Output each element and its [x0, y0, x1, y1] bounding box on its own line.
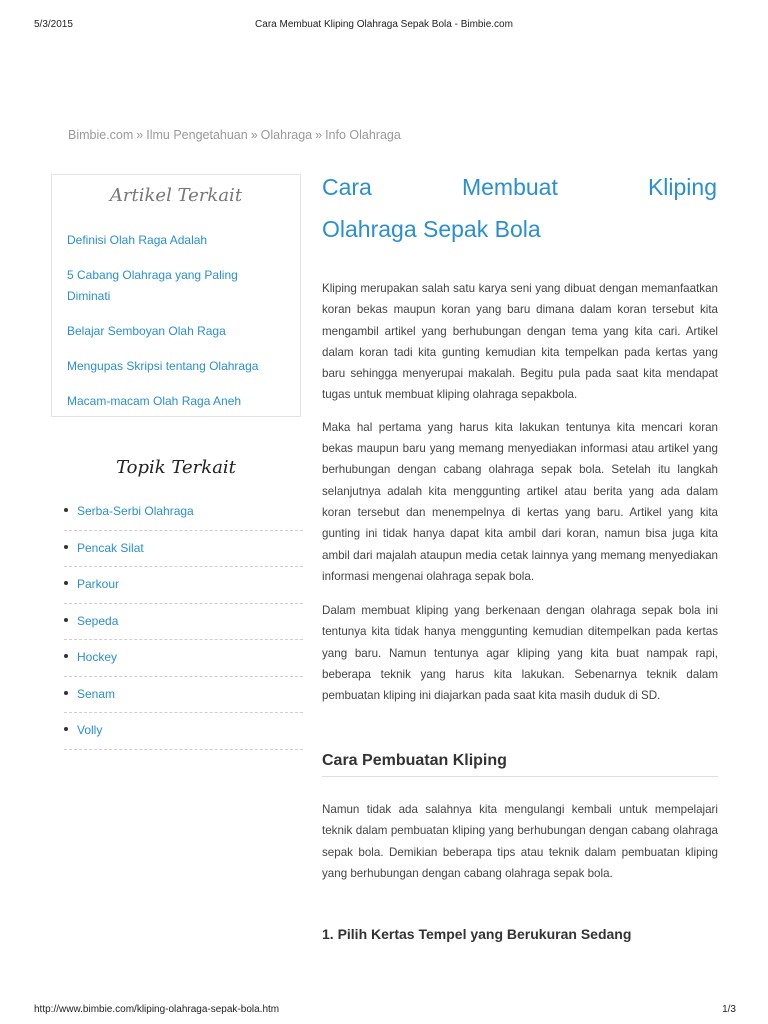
topic-link[interactable]: Parkour [77, 577, 120, 591]
topic-link[interactable]: Senam [77, 686, 116, 701]
topic-item [64, 640, 303, 677]
bullet-icon [64, 545, 68, 549]
related-article-item [67, 391, 282, 412]
related-topics-list [64, 494, 303, 750]
section-body [322, 799, 718, 884]
related-article-item [67, 230, 282, 251]
print-url: http://www.bimbie.com/kliping-olahraga-sepak-bola.htm [34, 1004, 280, 1015]
print-page-title: Cara Membuat Kliping Olahraga Sepak Bola - Bimbie.com [255, 19, 513, 30]
related-article-item [67, 356, 282, 377]
topic-link[interactable]: Volly [77, 723, 103, 737]
related-article-link[interactable]: Macam-macam Olah Raga Aneh [67, 394, 242, 408]
related-article-item [67, 321, 282, 342]
breadcrumb-home-link[interactable]: Bimbie.com [68, 128, 134, 142]
breadcrumb-separator: » [250, 128, 258, 142]
print-date: 5/3/2015 [34, 19, 73, 30]
breadcrumb [68, 128, 401, 142]
bullet-icon [64, 581, 68, 585]
article-title-line1 [322, 166, 717, 208]
topic-item [64, 494, 303, 531]
article-paragraph: Kliping merupakan salah satu karya seni yang dibuat dengan memanfaatkan koran bekas maupun koran yang baru dimana dalam koran tersebut kita mengambil artikel yang berhubungan dengan tema yang kita cari. Artikel dalam koran tadi kita gunting kemudian kita tempelkan pada kertas yang baru sehingga menyerupai makalah. Begitu pula pada saat kita mendapat tugas untuk membuat kliping olahraga sepakbola. [322, 282, 718, 402]
print-header [0, 0, 768, 40]
bullet-icon [64, 508, 68, 512]
topic-link[interactable]: Hockey [77, 650, 118, 664]
related-article-link[interactable]: 5 Cabang Olahraga yang Paling Diminati [67, 268, 238, 303]
breadcrumb-separator: » [315, 128, 323, 142]
related-article-link[interactable]: Mengupas Skripsi tentang Olahraga [67, 359, 259, 373]
print-footer [0, 994, 768, 1024]
article-paragraph: Dalam membuat kliping yang berkenaan dengan olahraga sepak bola ini tentunya kita tidak hanya menggunting kemudian ditempelkan pada kertas yang baru. Namun tentunya agar kliping yang kita buat nampak rapi, beberapa teknik yang harus kita lakukan. Sebenarnya teknik dalam pembuatan kliping ini diajarkan pada saat kita masih duduk di SD. [322, 604, 718, 703]
breadcrumb-ilmu-pengetahuan-link[interactable]: Ilmu Pengetahuan [146, 128, 248, 142]
related-article-link[interactable]: Belajar Semboyan Olah Raga [67, 324, 226, 338]
related-articles-list [67, 230, 282, 426]
sub-heading: 1. Pilih Kertas Tempel yang Berukuran Sedang [322, 926, 632, 942]
article-title-word: Membuat [461, 174, 558, 200]
print-page-number: 1/3 [722, 1004, 736, 1015]
topic-link[interactable]: Serba-Serbi Olahraga [77, 504, 194, 518]
topic-link[interactable]: Sepeda [77, 613, 119, 628]
bullet-icon [64, 727, 68, 731]
topic-item [64, 531, 303, 568]
article-paragraph: Maka hal pertama yang harus kita lakukan tentunya kita mencari koran bekas maupun baru yang memang menyediakan informasi atau artikel yang berhubungan dengan cabang olahraga sepak bola. Setelah itu langkah selanjutnya adalah kita menggunting artikel atau berita yang ada dalam koran tersebut dan menempelnya di kertas yang baru. Artikel yang kita gunting ini tidak hanya dapat kita ambil dari koran, namun bisa juga kita ambil dari majalah ataupun media cetak lainnya yang memang menyediakan informasi mengenai olahraga sepak bola. [322, 420, 718, 583]
article-title-word: Kliping [647, 174, 717, 200]
section-heading: Cara Pembuatan Kliping [322, 752, 718, 777]
topic-link[interactable]: Pencak Silat [77, 540, 144, 555]
topic-item [64, 604, 303, 641]
article-title-line2: Olahraga Sepak Bola [322, 216, 541, 242]
related-articles-box [51, 174, 301, 417]
topic-item [64, 713, 303, 750]
breadcrumb-info-olahraga-link[interactable]: Info Olahraga [325, 128, 401, 142]
related-article-item [67, 265, 282, 307]
topic-item [64, 677, 303, 714]
section-paragraph: Namun tidak ada salahnya kita mengulangi kembali untuk mempelajari teknik dalam pembuatan kliping yang berhubungan dengan cabang olahraga sepak bola. Demikian beberapa tips atau teknik dalam pembuatan kliping yang berhubungan dengan cabang olahraga sepak bola. [322, 803, 718, 880]
bullet-icon [64, 691, 68, 695]
bullet-icon [64, 618, 68, 622]
bullet-icon [64, 654, 68, 658]
related-article-link[interactable]: Definisi Olah Raga Adalah [67, 233, 208, 247]
topic-item [64, 567, 303, 604]
breadcrumb-separator: » [136, 128, 144, 142]
related-topics-title: Topik Terkait [116, 457, 236, 478]
article-title-word: Cara [322, 174, 372, 200]
breadcrumb-olahraga-link[interactable]: Olahraga [260, 128, 313, 142]
article-title [322, 166, 717, 250]
article-body [322, 278, 718, 720]
related-articles-title: Artikel Terkait [109, 185, 243, 206]
